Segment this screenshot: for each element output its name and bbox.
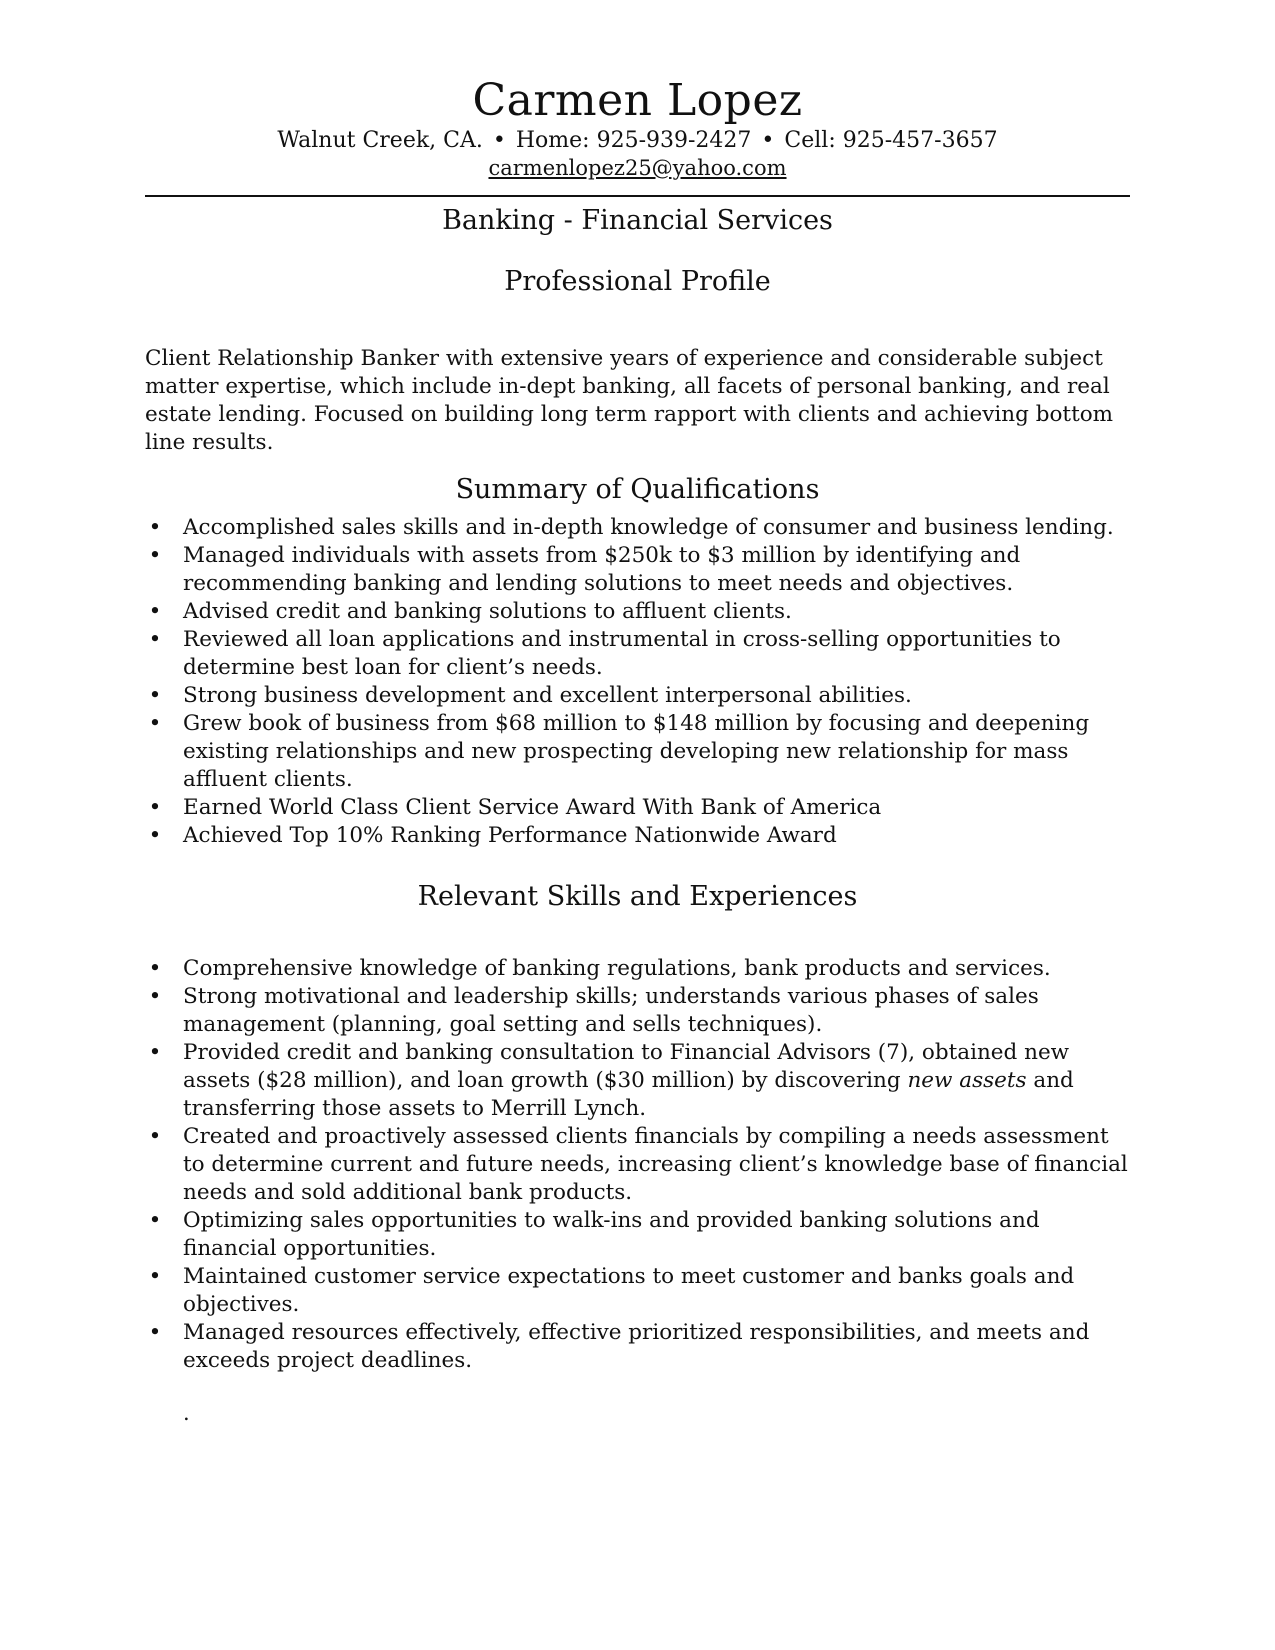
list-item	[145, 983, 1130, 1039]
header-divider	[145, 195, 1130, 197]
contact-line	[0, 127, 1275, 155]
bullet-icon: •	[148, 1208, 162, 1233]
list-item	[145, 682, 1130, 710]
list-item-text: Created and proactively assessed clients financials by compiling a needs assessment to determine current and future needs, increasing client’s knowledge base of financial needs and sold additional bank products.	[183, 1124, 1128, 1205]
list-item-text: Managed individuals with assets from $250k to $3 million by identifying and recommending banking and lending solutions to meet needs and objectives.	[183, 543, 1021, 596]
contact-separator: •	[761, 128, 775, 153]
list-item-text: Optimizing sales opportunities to walk-ins and provided banking solutions and financial opportunities.	[183, 1208, 1040, 1261]
list-item-text: Earned World Class Client Service Award With Bank of America	[183, 795, 882, 820]
profile-paragraph: Client Relationship Banker with extensive years of experience and considerable subject matter expertise, which include in-dept banking, all facets of personal banking, and real estate lending. Focused on building long term rapport with clients and achieving bottom line results.	[145, 346, 1114, 455]
list-item	[145, 822, 1130, 850]
skills-heading: Relevant Skills and Experiences	[417, 881, 858, 912]
bullet-icon: •	[148, 543, 162, 568]
bullet-icon: •	[148, 515, 162, 540]
list-item	[145, 1263, 1130, 1319]
list-item	[145, 794, 1130, 822]
list-item-text: Comprehensive knowledge of banking regulations, bank products and services.	[183, 956, 1051, 981]
list-item-text: Accomplished sales skills and in-depth knowledge of consumer and business lending.	[183, 515, 1114, 540]
list-item	[145, 955, 1130, 983]
cell-phone: Cell: 925-457-3657	[784, 128, 998, 153]
list-item	[145, 1207, 1130, 1263]
list-item	[145, 626, 1130, 682]
list-item-text: Strong motivational and leadership skills; understands various phases of sales management (planning, goal setting and sells techniques).	[183, 984, 1039, 1037]
bullet-icon: •	[148, 1124, 162, 1149]
list-item-text: Grew book of business from $68 million to $148 million by focusing and deepening existing relationships and new prospecting developing new relationship for mass affluent clients.	[183, 711, 1090, 792]
bullet-icon: •	[148, 1264, 162, 1289]
bullet-icon: •	[148, 627, 162, 652]
bullet-icon: •	[148, 984, 162, 1009]
email-row	[0, 155, 1275, 181]
list-item	[145, 710, 1130, 794]
location-text: Walnut Creek, CA.	[277, 128, 483, 153]
bullet-icon: •	[148, 711, 162, 736]
skills-list	[145, 955, 1130, 1375]
bullet-icon: •	[148, 1040, 162, 1065]
home-phone: Home: 925-939-2427	[515, 128, 752, 153]
list-item-text: Reviewed all loan applications and instrumental in cross-selling opportunities to determine best loan for client’s needs.	[183, 627, 1061, 680]
emphasis-text: new assets	[907, 1068, 1027, 1093]
summary-heading: Summary of Qualifications	[455, 474, 820, 505]
email-link[interactable]: carmenlopez25@yahoo.com	[488, 156, 787, 180]
list-item	[145, 598, 1130, 626]
bullet-icon: •	[148, 1320, 162, 1345]
candidate-name: Carmen Lopez	[472, 75, 803, 126]
list-item-text-part: Provided credit and banking consultation to Financial Advisors (7), obtained new assets ($28 million), and loan growth ($30 million) by discovering	[183, 1040, 1070, 1093]
bullet-icon: •	[148, 795, 162, 820]
list-item	[145, 1123, 1130, 1207]
list-item-text: Strong business development and excellent interpersonal abilities.	[183, 683, 912, 708]
list-item-text: Maintained customer service expectations to meet customer and banks goals and objectives.	[183, 1264, 1075, 1317]
list-item-text-part: and transferring those assets to Merrill Lynch.	[183, 1068, 1074, 1121]
field-heading: Banking - Financial Services	[442, 205, 833, 236]
summary-list	[145, 514, 1130, 850]
list-item	[145, 1039, 1130, 1123]
bullet-icon: •	[148, 683, 162, 708]
list-item-text: Achieved Top 10% Ranking Performance Nationwide Award	[183, 823, 837, 848]
list-item	[145, 1319, 1130, 1375]
profile-heading: Professional Profile	[504, 266, 771, 297]
bullet-icon: •	[148, 599, 162, 624]
list-item	[145, 514, 1130, 542]
list-item-text: Managed resources effectively, effective prioritized responsibilities, and meets and exceeds project deadlines.	[183, 1320, 1090, 1373]
contact-separator: •	[492, 128, 506, 153]
list-item-text: Advised credit and banking solutions to affluent clients.	[183, 599, 792, 624]
list-item-text	[183, 1040, 1074, 1121]
trailing-mark: .	[183, 1401, 190, 1425]
bullet-icon: •	[148, 956, 162, 981]
bullet-icon: •	[148, 823, 162, 848]
list-item	[145, 542, 1130, 598]
